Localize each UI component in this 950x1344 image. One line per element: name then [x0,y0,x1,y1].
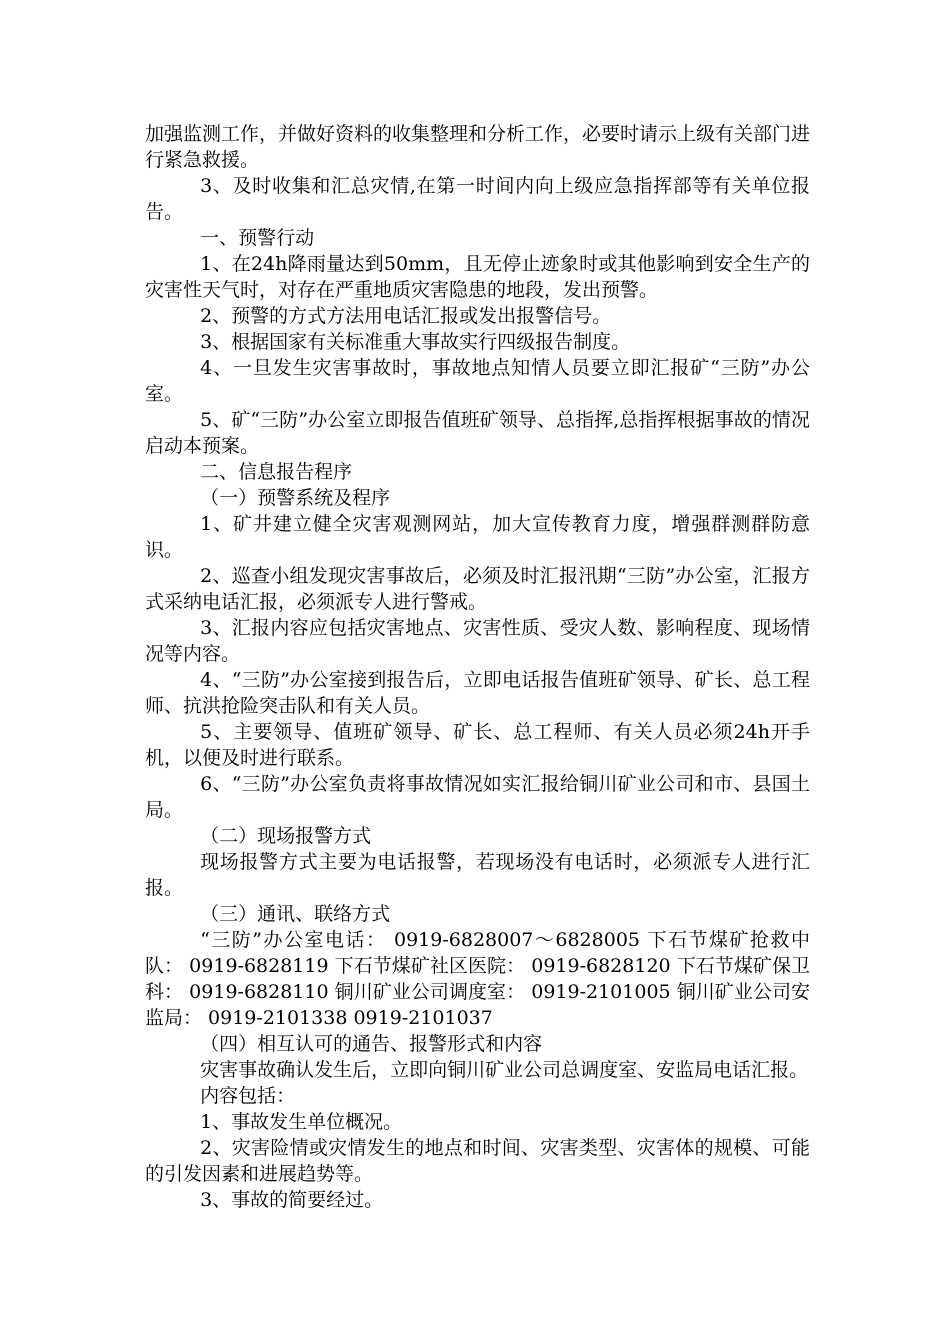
paragraph: 5、矿“三防”办公室立即报告值班矿领导、总指挥,总指挥根据事故的情况启动本预案。 [145,409,810,457]
section-heading: 二、信息报告程序 [200,461,353,483]
subsection-heading: （二）现场报警方式 [200,825,372,847]
paragraph: 4、“三防”办公室接到报告后，立即电话报告值班矿领导、矿长、总工程师、抗洪抢险突击队和有关人员。 [145,669,810,717]
paragraph: 1、在24h降雨量达到50mm，且无停止迹象时或其他影响到安全生产的灾害性天气时，对存在严重地质灾害隐患的地段，发出预警。 [145,253,810,301]
paragraph: 3、事故的简要经过。 [200,1189,384,1211]
paragraph: 3、根据国家有关标准重大事故实行四级报告制度。 [200,331,631,353]
paragraph: 加强监测工作，并做好资料的收集整理和分析工作，必要时请示上级有关部门进行紧急救援。 [145,123,811,171]
paragraph: 2、预警的方式方法用电话汇报或发出报警信号。 [200,305,612,327]
paragraph: 4、一旦发生灾害事故时，事故地点知情人员要立即汇报矿“三防”办公室。 [145,357,810,405]
paragraph: 内容包括： [200,1085,296,1107]
subsection-heading: （一）预警系统及程序 [200,487,391,509]
paragraph: 1、矿井建立健全灾害观测网站，加大宣传教育力度，增强群测群防意识。 [145,513,810,561]
subsection-heading: （四）相互认可的通告、报警形式和内容 [200,1033,543,1055]
paragraph: 2、灾害险情或灾情发生的地点和时间、灾害类型、灾害体的规模、可能的引发因素和进展趋势等。 [145,1137,810,1185]
paragraph: 3、汇报内容应包括灾害地点、灾害性质、受灾人数、影响程度、现场情况等内容。 [145,617,810,665]
paragraph: 5、主要领导、值班矿领导、矿长、总工程师、有关人员必须24h开手机，以便及时进行联系。 [145,721,810,769]
section-heading: 一、预警行动 [200,227,315,249]
document-body [145,121,810,1213]
paragraph: 3、及时收集和汇总灾情,在第一时间内向上级应急指挥部等有关单位报告。 [145,175,810,223]
paragraph: 灾害事故确认发生后，立即向铜川矿业公司总调度室、安监局电话汇报。 [200,1059,809,1081]
paragraph: 2、巡查小组发现灾害事故后，必须及时汇报汛期“三防”办公室，汇报方式采纳电话汇报，必须派专人进行警戒。 [145,565,810,613]
paragraph: 1、事故发生单位概况。 [200,1111,403,1133]
paragraph: 现场报警方式主要为电话报警，若现场没有电话时，必须派专人进行汇报。 [145,851,810,899]
paragraph: 6、“三防”办公室负责将事故情况如实汇报给铜川矿业公司和市、县国土局。 [145,773,810,821]
contact-list: “三防”办公室电话： 0919-6828007～6828005 下石节煤矿抢救中队： 0919-6828119 下石节煤矿社区医院： 0919-6828120 下石节煤矿保卫科： 0919-6828110 铜川矿业公司调度室： 0919-2101005 铜川矿业公司安监局： 0919-2101338 0919-2101037 [145,929,810,1029]
subsection-heading: （三）通讯、联络方式 [200,903,391,925]
